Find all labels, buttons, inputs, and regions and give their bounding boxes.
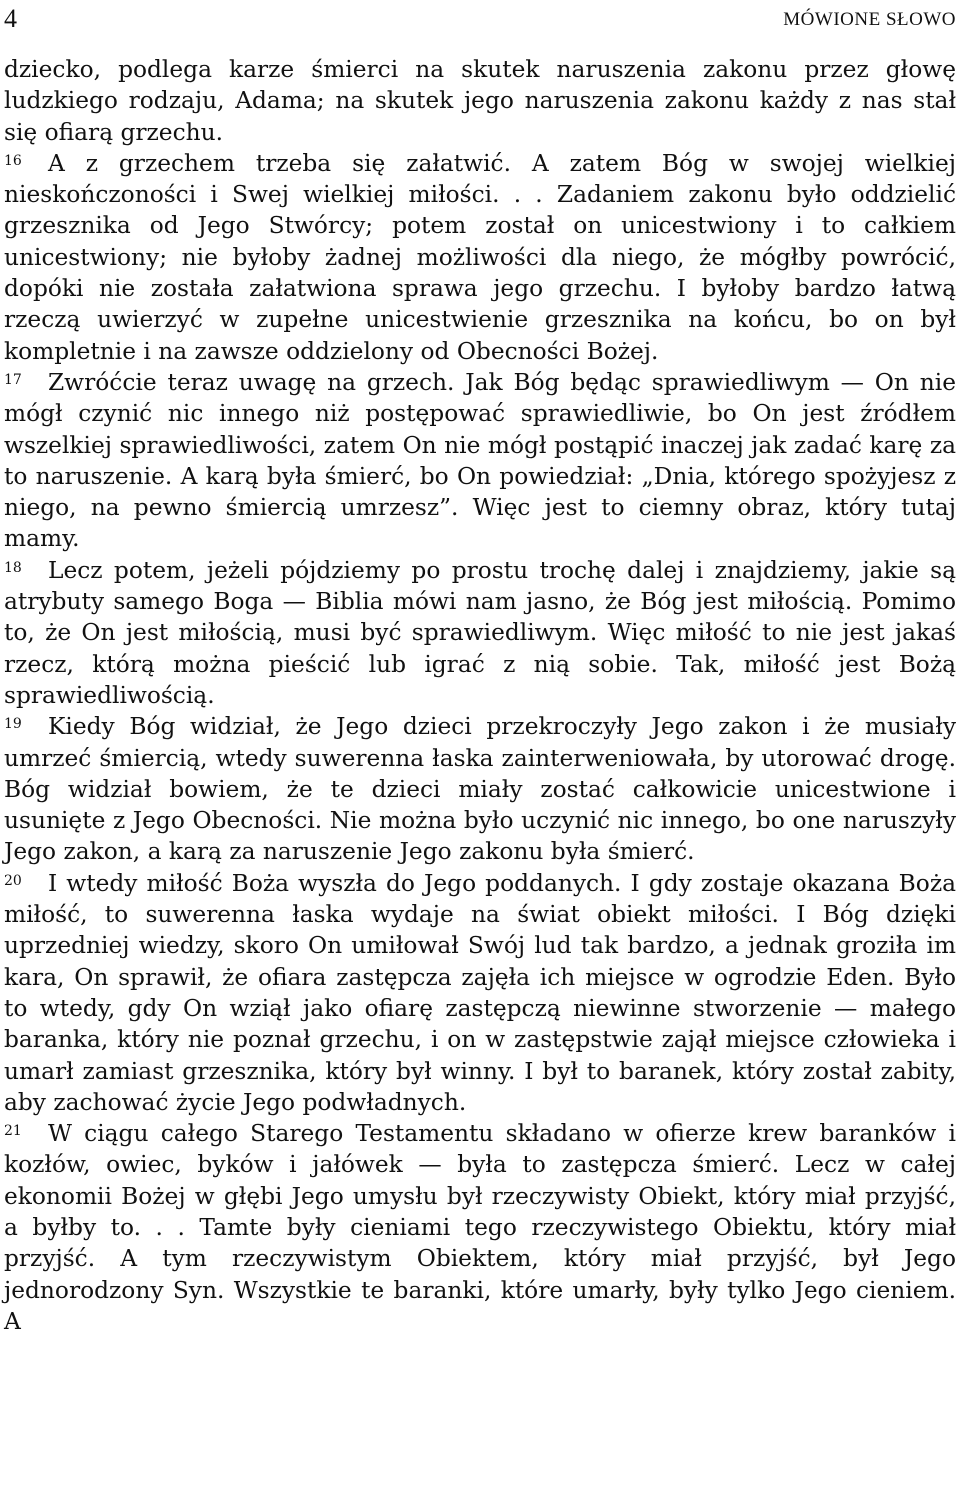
paragraph-16: 16 A z grzechem trzeba się załatwić. A zatem Bóg w swojej wielkiej nieskończoności i Swej wielkiej miłości. . . Zadaniem zakonu było oddzielić grzesznika od Jego Stwórcy; potem został on unicestwiony i to całkiem unicestwiony; nie byłoby żadnej możliwości dla niego, że mógłby powrócić, dopóki nie została załatwiona sprawa jego grzechu. I byłoby bardzo łatwą rzeczą uwierzyć w zupełne unicestwienie grzesznika na końcu, bo on był kompletnie i na zawsze oddzielony od Obecności Bożej. <box>4 149 956 365</box>
paragraph-21: 21 W ciągu całego Starego Testamentu składano w ofierze krew baranków i kozłów, owiec, byków i jałówek — była to zastępcza śmierć. Lecz w całej ekonomii Bożej w głębi Jego umysłu był rzeczywisty Obiekt, który miał przyjść, a byłby to. . . Tamte były cieniami tego rzeczywistego Obiektu, który miał przyjść. A tym rzeczywistym Obiektem, który miał przyjść, był Jego jednorodzony Syn. Wszystkie te baranki, które umarły, były tylko Jego cieniem. A <box>4 1120 956 1335</box>
paragraph-20: 20 I wtedy miłość Boża wyszła do Jego poddanych. I gdy zostaje okazana Boża miłość, to suwerenna łaska wydaje na świat obiekt miłości. I Bóg dzięki uprzedniej wiedzy, skoro On umiłował Swój lud tak bardzo, a jednak groziła im kara, On sprawił, że ofiara zastępcza zajęła ich miejsce w ogrodzie Eden. Było to wtedy, gdy On wziął jako ofiarę zastępczą niewinne stworzenie — małego baranka, który nie poznał grzechu, i on w zastępstwie zajął miejsce człowieka i umarł zamiast grzesznika, który był winny. I był to baranek, który został zabity, aby zachować życie Jego podwładnych. <box>4 869 956 1116</box>
paragraph-text: Kiedy Bóg widział, że Jego dzieci przekroczyły Jego zakon i że musiały umrzeć śmiercią, wtedy suwerenna łaska zainterweniowała, by utorować drogę. Bóg widział bowiem, że te dzieci miały zostać całkowicie unicestwione i usunięte z Jego Obecności. Nie można było uczynić nic innego, bo one naruszyły Jego zakon, a karą za naruszenie Jego zakonu była śmierć. <box>4 713 956 866</box>
running-title: MÓWIONE SŁOWO <box>783 9 956 30</box>
paragraph-text: Zwróćcie teraz uwagę na grzech. Jak Bóg będąc sprawiedliwym — On nie mógł czynić nic innego niż postępować sprawiedliwie, bo On jest źródłem wszelkiej sprawiedliwości, zatem On nie mógł postąpić inaczej jak zadać karę za to naruszenie. A karą była śmierć, bo On powiedział: „Dnia, którego spożyjesz z niego, na pewno śmiercią umrzesz”. Więc jest to ciemny obraz, który tutaj mamy. <box>4 368 956 553</box>
paragraph-17: 17 Zwróćcie teraz uwagę na grzech. Jak Bóg będąc sprawiedliwym — On nie mógł czynić nic innego niż postępować sprawiedliwie, bo On jest źródłem wszelkiej sprawiedliwości, zatem On nie mógł postąpić inaczej jak zadać karę za to naruszenie. A karą była śmierć, bo On powiedział: „Dnia, którego spożyjesz z niego, na pewno śmiercią umrzesz”. Więc jest to ciemny obraz, który tutaj mamy. <box>4 368 956 553</box>
paragraph-text: dziecko, podlega karze śmierci na skutek naruszenia zakonu przez głowę ludzkiego rodzaju, Adama; na skutek jego naruszenia zakonu każdy z nas stał się ofiarą grzechu. <box>4 56 956 146</box>
page-header <box>4 0 956 44</box>
paragraph-continuation <box>4 54 956 148</box>
paragraph-text: A z grzechem trzeba się załatwić. A zatem Bóg w swojej wielkiej nieskończoności i Swej wielkiej miłości. . . Zadaniem zakonu było oddzielić grzesznika od Jego Stwórcy; potem został on unicestwiony i to całkiem unicestwiony; nie byłoby żadnej możliwości dla niego, że mógłby powrócić, dopóki nie została załatwiona sprawa jego grzechu. I byłoby bardzo łatwą rzeczą uwierzyć w zupełne unicestwienie grzesznika na końcu, bo on był kompletnie i na zawsze oddzielony od Obecności Bożej. <box>4 149 956 365</box>
paragraph-text: Lecz potem, jeżeli pójdziemy po prostu trochę dalej i znajdziemy, jakie są atrybuty samego Boga — Biblia mówi nam jasno, że Bóg jest miłością. Pomimo to, że On jest miłością, musi być sprawiedliwym. Więc miłość to nie jest jakaś rzecz, którą można pieścić lub igrać z nią sobie. Tak, miłość jest Bożą sprawiedliwością. <box>4 556 956 709</box>
paragraph-19: 19 Kiedy Bóg widział, że Jego dzieci przekroczyły Jego zakon i że musiały umrzeć śmiercią, wtedy suwerenna łaska zainterweniowała, by utorować drogę. Bóg widział bowiem, że te dzieci miały zostać całkowicie unicestwione i usunięte z Jego Obecności. Nie można było uczynić nic innego, bo one naruszyły Jego zakon, a karą za naruszenie Jego zakonu była śmierć. <box>4 713 956 866</box>
page-number: 4 <box>4 4 17 33</box>
paragraph-text: I wtedy miłość Boża wyszła do Jego poddanych. I gdy zostaje okazana Boża miłość, to suwerenna łaska wydaje na świat obiekt miłości. I Bóg dzięki uprzedniej wiedzy, skoro On umiłował Swój lud tak bardzo, a jednak groziła im kara, On sprawił, że ofiara zastępcza zajęła ich miejsce w ogrodzie Eden. Było to wtedy, gdy On wziął jako ofiarę zastępczą niewinne stworzenie — małego baranka, który nie poznał grzechu, i on w zastępstwie zajął miejsce człowieka i umarł zamiast grzesznika, który był winny. I był to baranek, który został zabity, aby zachować życie Jego podwładnych. <box>4 869 956 1116</box>
document-page <box>4 0 956 1493</box>
body-text <box>4 54 956 1337</box>
paragraph-18: 18 Lecz potem, jeżeli pójdziemy po prostu trochę dalej i znajdziemy, jakie są atrybuty samego Boga — Biblia mówi nam jasno, że Bóg jest miłością. Pomimo to, że On jest miłością, musi być sprawiedliwym. Więc miłość to nie jest jakaś rzecz, którą można pieścić lub igrać z nią sobie. Tak, miłość jest Bożą sprawiedliwością. <box>4 556 956 709</box>
paragraph-text: W ciągu całego Starego Testamentu składano w ofierze krew baranków i kozłów, owiec, byków i jałówek — była to zastępcza śmierć. Lecz w całej ekonomii Bożej w głębi Jego umysłu był rzeczywisty Obiekt, który miał przyjść, a byłby to. . . Tamte były cieniami tego rzeczywistego Obiektu, który miał przyjść. A tym rzeczywistym Obiektem, który miał przyjść, był Jego jednorodzony Syn. Wszystkie te baranki, które umarły, były tylko Jego cieniem. A <box>4 1120 956 1335</box>
